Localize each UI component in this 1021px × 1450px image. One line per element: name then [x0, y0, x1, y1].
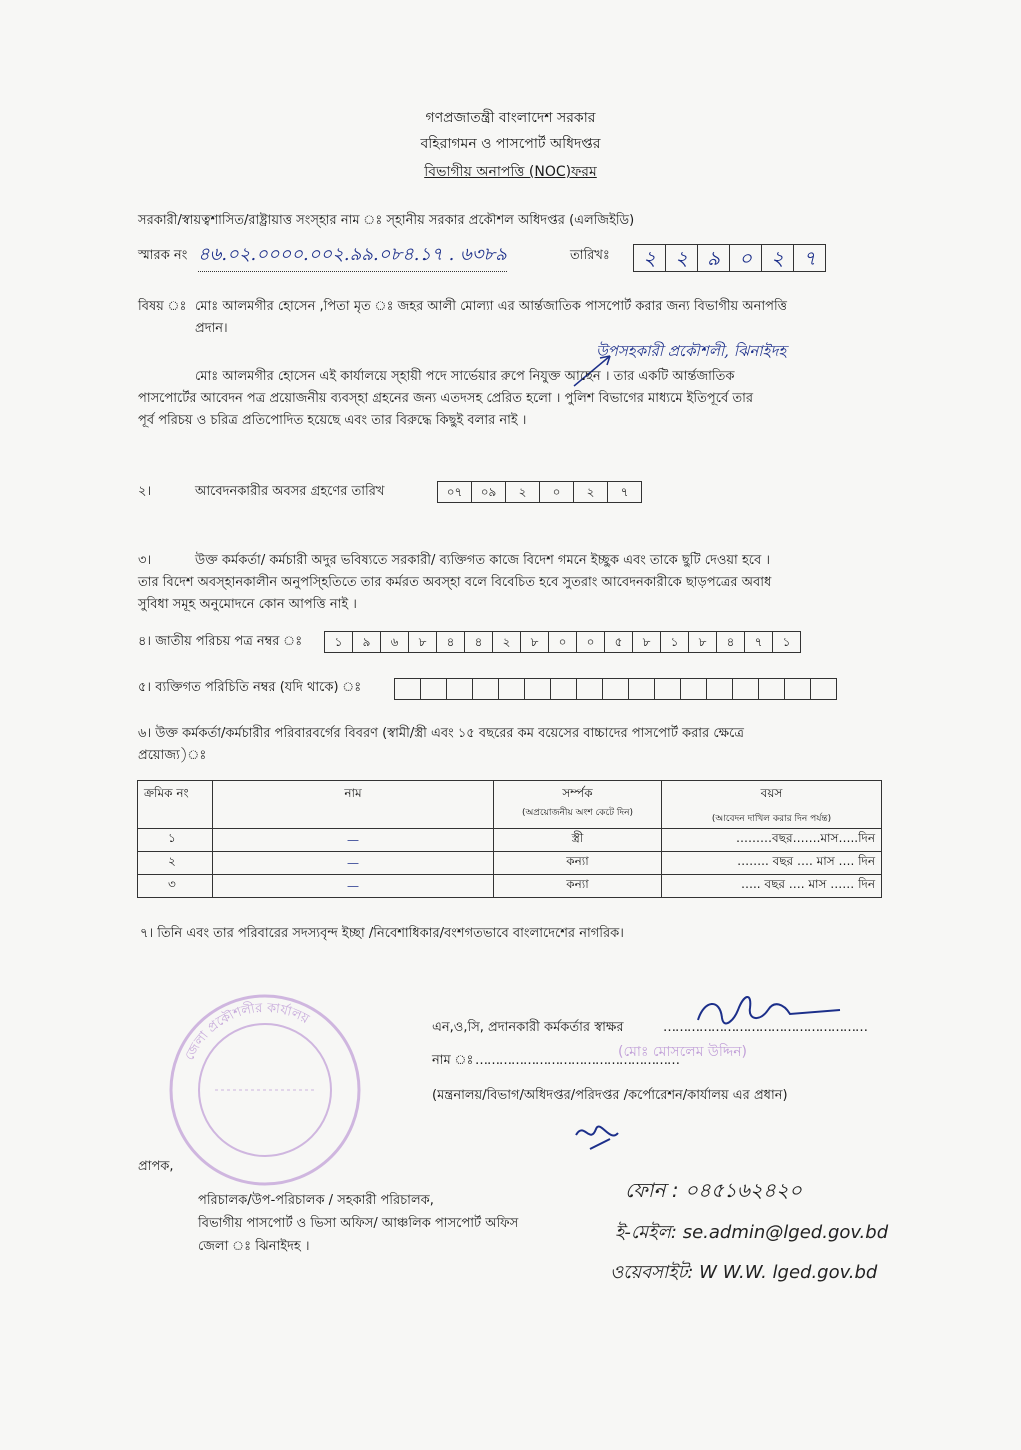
recipient-line-2: বিভাগীয় পাসপোর্ট ও ভিসা অফিস/ আঞ্চলিক পাসপোর্ট অফিস — [198, 1216, 519, 1231]
signature-icon — [690, 980, 860, 1040]
signature-label: এন,ও,সি, প্রদানকারী কর্মকর্তার স্বাক্ষর — [432, 1020, 624, 1035]
personal-id-boxes — [395, 678, 837, 700]
retirement-digit-box: ০৯ — [471, 481, 506, 503]
recipient-line-1: পরিচালক/উপ-পরিচালক / সহকারী পরিচালক, — [198, 1193, 434, 1208]
nid-digit-box: ১ — [772, 631, 801, 653]
nid-digit-box: ৮ — [520, 631, 549, 653]
office-seal-icon — [165, 990, 365, 1190]
retirement-digit-box: ৭ — [607, 481, 642, 503]
nid-digit-box: ৭ — [744, 631, 773, 653]
memo-label: স্মারক নং — [138, 248, 188, 263]
header-name: নাম — [213, 781, 494, 829]
family-table — [137, 780, 882, 898]
row-name: — — [213, 829, 494, 852]
personal-id-digit-box — [524, 678, 551, 700]
item3-line-1: উক্ত কর্মকর্তা/ কর্মচারী অদুর ভবিষ্যতে সরকারী/ ব্যক্তিগত কাজে বিদেশ গমনে ইচ্ছুক এবং তাকে ছুটি দেওয়া হবে । — [195, 553, 771, 568]
nid-digit-box: ০ — [548, 631, 577, 653]
personal-id-digit-box — [420, 678, 447, 700]
family-table-header — [138, 781, 882, 829]
personal-id-digit-box — [654, 678, 681, 700]
item5-label: ৫। ব্যক্তিগত পরিচিতি নম্বর (যদি থাকে) ঃ — [138, 680, 362, 695]
nid-digit-box: ৮ — [632, 631, 661, 653]
para1-line-1: মোঃ আলমগীর হোসেন এই কার্যালয়ে স্হায়ী পদে সার্ভেয়ার রুপে নিযুক্ত আছেন । তার একটি আর্ন্তজাতিক — [195, 369, 735, 384]
office-head-line: (মন্ত্রনালয়/বিভাগ/অধিদপ্তর/পরিদপ্তর /কর্পোরেশন/কার্যালয় এর প্রধান) — [432, 1088, 788, 1103]
personal-id-digit-box — [810, 678, 837, 700]
date-digit-box: ৯ — [697, 244, 730, 272]
item3-line-3: সুবিধা সমূহ অনুমোদনে কোন আপত্তি নাই । — [138, 597, 357, 612]
recipient-label: প্রাপক, — [138, 1159, 174, 1174]
retirement-digit-box: ২ — [573, 481, 608, 503]
personal-id-digit-box — [758, 678, 785, 700]
department-title: বহিরাগমন ও পাসপোর্ট অধিদপ্তর — [420, 136, 601, 152]
item7-text: ৭। তিনি এবং তার পরিবারের সদস্যবৃন্দ ইচ্ছা /নিবেশাধিকার/বংশগতভাবে বাংলাদেশের নাগরিক। — [140, 926, 624, 941]
retirement-digit-box: ০৭ — [437, 481, 472, 503]
handwritten-website: ওয়েবসাইট: W W.W. lged.gov.bd — [610, 1262, 878, 1283]
personal-id-digit-box — [446, 678, 473, 700]
item4-label: ৪। জাতীয় পরিচয় পত্র নম্বর ঃ — [138, 634, 303, 649]
memo-number: ৪৬.০২.০০০০.০০২.৯৯.০৮৪.১৭ . ৬৩৮৯ — [198, 240, 507, 272]
nid-digit-box: ৯ — [352, 631, 381, 653]
handwritten-phone: ফোন : ০৪৫১৬২৪২০ — [625, 1178, 802, 1202]
date-digit-box: ২ — [665, 244, 698, 272]
table-row — [138, 852, 882, 875]
date-digit-box: ০ — [729, 244, 762, 272]
personal-id-digit-box — [732, 678, 759, 700]
memo-date-boxes — [634, 244, 826, 272]
row-serial: ৩ — [138, 875, 213, 898]
row-relation: স্ত্রী — [494, 829, 662, 852]
initials-icon — [570, 1115, 630, 1155]
personal-id-digit-box — [472, 678, 499, 700]
form-title: বিভাগীয় অনাপত্তি (NOC)ফরম — [424, 164, 597, 180]
retirement-date-boxes — [438, 481, 642, 503]
para1-line-3: পূর্ব পরিচয় ও চরিত্র প্রতিপোদিত হয়েছে এবং তার বিরুদ্ধে কিছুই বলার নাই । — [138, 413, 527, 428]
row-relation: কন্যা — [494, 875, 662, 898]
personal-id-digit-box — [706, 678, 733, 700]
row-serial: ১ — [138, 829, 213, 852]
row-age: …….. বছর …. মাস …. দিন — [662, 852, 882, 875]
row-age: ….. বছর …. মাস …… দিন — [662, 875, 882, 898]
subject-label: বিষয় ঃ — [138, 299, 187, 314]
handwritten-email: ই-মেইল: se.admin@lged.gov.bd — [615, 1222, 889, 1243]
date-label: তারিখঃ — [570, 248, 610, 263]
nid-digit-box: ৪ — [464, 631, 493, 653]
row-serial: ২ — [138, 852, 213, 875]
row-name: — — [213, 875, 494, 898]
personal-id-digit-box — [576, 678, 603, 700]
organization-line: সরকারী/স্বায়ত্বশাসিত/রাষ্ট্রায়াত্ত সংস্হার নাম ঃ স্হানীয় সরকার প্রকৌশল অধিদপ্তর (এলজিইডি) — [138, 213, 635, 228]
header-serial: ক্রমিক নং — [138, 781, 213, 829]
row-relation: কন্যা — [494, 852, 662, 875]
personal-id-digit-box — [784, 678, 811, 700]
personal-id-digit-box — [680, 678, 707, 700]
personal-id-digit-box — [550, 678, 577, 700]
item6-line-1: ৬। উক্ত কর্মকর্তা/কর্মচারীর পরিবারবর্গের বিবরণ (স্বামী/স্ত্রী এবং ১৫ বছরের কম বয়েসের বাচ্চাদের পাসপোর্ট করার ক্ষেত্রে — [138, 726, 744, 741]
table-row — [138, 829, 882, 852]
row-name: — — [213, 852, 494, 875]
personal-id-digit-box — [498, 678, 525, 700]
recipient-line-3: জেলা ঃ ঝিনাইদহ । — [198, 1239, 310, 1254]
header-age-note: (আবেদন দাখিল করার দিন পর্যন্ত) — [711, 814, 832, 824]
header-relation-label: সর্ম্পক — [562, 786, 593, 800]
nid-digit-box: ৬ — [380, 631, 409, 653]
handwritten-note: উপসহকারী প্রকৌশলী, ঝিনাইদহ — [596, 342, 787, 360]
date-digit-box: ৭ — [793, 244, 826, 272]
personal-id-digit-box — [628, 678, 655, 700]
nid-digit-box: ১ — [324, 631, 353, 653]
header-relation-note: (অপ্রয়োজনীয় অংশ কেটে দিন) — [521, 808, 634, 818]
para1-line-2: পাসপোর্টের আবেদন পত্র প্রয়োজনীয় ব্যবস্হা গ্রহনের জন্য এতদসহ প্রেরিত হলো । পুলিশ বিভাগের মাধ্যমে ইতিপূর্বে তার — [138, 391, 754, 406]
nid-digit-box: ৪ — [436, 631, 465, 653]
svg-text:জেলা প্রকৌশলীর কার্যালয় — [182, 1001, 311, 1063]
gov-title: গণপ্রজাতন্ত্রী বাংলাদেশ সরকার — [425, 110, 596, 126]
name-dots: …………………………………………… — [475, 1053, 679, 1068]
nid-digit-box: ৮ — [408, 631, 437, 653]
date-digit-box: ২ — [761, 244, 794, 272]
item2-number: ২। — [138, 484, 152, 499]
nid-digit-box: ২ — [492, 631, 521, 653]
seal-text: জেলা প্রকৌশলীর কার্যালয় — [182, 1000, 312, 1063]
nid-number-boxes — [325, 631, 801, 653]
header-age — [662, 781, 882, 829]
officer-name-stamp: (মোঃ মোসলেম উদ্দিন) — [618, 1044, 748, 1060]
item2-label: আবেদনকারীর অবসর গ্রহণের তারিখ — [195, 484, 385, 499]
signature-dots: …………………………………………… — [663, 1020, 867, 1035]
nid-digit-box: ৮ — [688, 631, 717, 653]
header-age-label: বয়স — [760, 786, 783, 800]
nid-digit-box: ০ — [576, 631, 605, 653]
item6-line-2: প্রয়োজ্য)ঃ — [138, 748, 207, 763]
header-relation — [494, 781, 662, 829]
subject-line-1: মোঃ আলমগীর হোসেন ,পিতা মৃত ঃ জহর আলী মোল্যা এর আর্ন্তজাতিক পাসপোর্ট করার জন্য বিভাগীয় অনাপত্তি — [195, 299, 787, 314]
nid-digit-box: ৫ — [604, 631, 633, 653]
retirement-digit-box: ২ — [505, 481, 540, 503]
row-age: ………বছর…….মাস…..দিন — [662, 829, 882, 852]
subject-line-2: প্রদান। — [195, 321, 228, 336]
table-row — [138, 875, 882, 898]
personal-id-digit-box — [602, 678, 629, 700]
nid-digit-box: ১ — [660, 631, 689, 653]
nid-digit-box: ৪ — [716, 631, 745, 653]
personal-id-digit-box — [394, 678, 421, 700]
item3-line-2: তার বিদেশ অবস্হানকালীন অনুপস্হিতিতে তার কর্মরত অবস্হা বলে বিবেচিত হবে সুতরাং আবেদনকারীকে ছাড়পত্রের অবাধ — [138, 575, 772, 590]
item3-number: ৩। — [138, 553, 152, 568]
name-label: নাম ঃ — [432, 1053, 474, 1068]
date-digit-box: ২ — [633, 244, 666, 272]
retirement-digit-box: ০ — [539, 481, 574, 503]
